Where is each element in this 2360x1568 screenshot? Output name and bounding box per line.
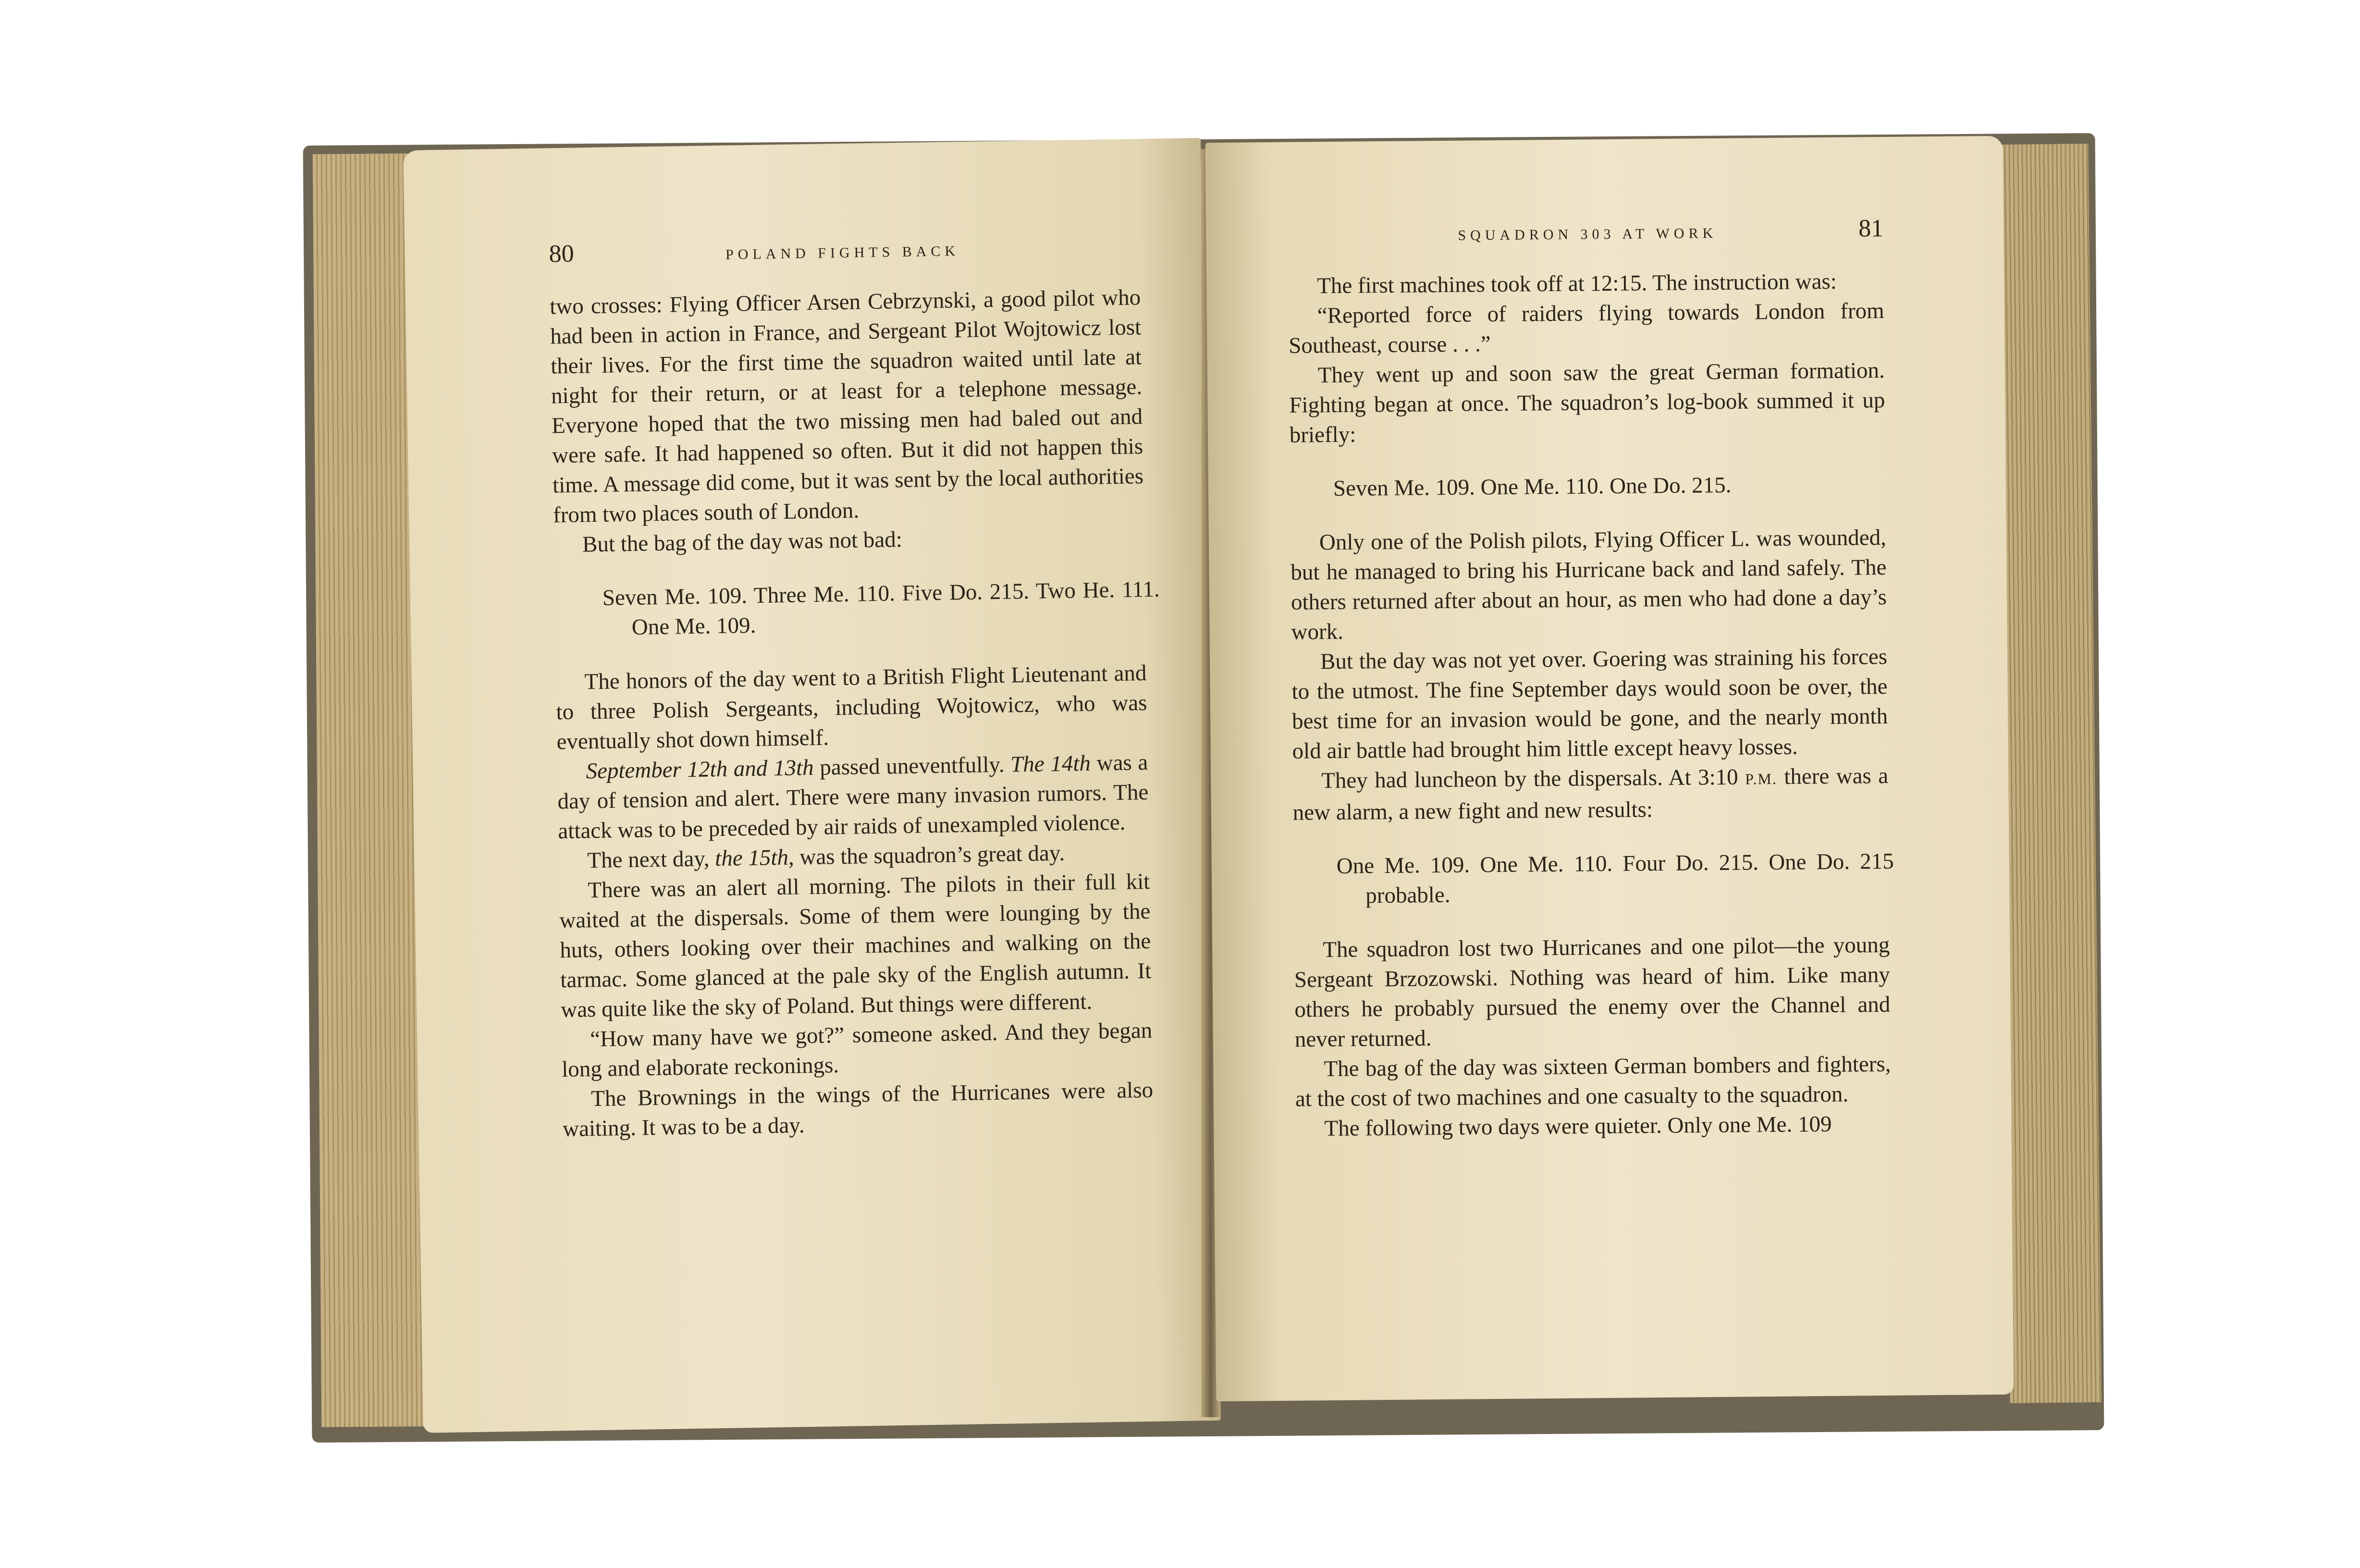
small-caps-text: P.M.: [1745, 770, 1778, 788]
paragraph: But the day was not yet over. Goering was straining his forces to the utmost. The fine September days would soon be over, the best time for an invasion would be gone, and the nearly month old air battle had brought him little except heavy losses.: [1291, 644, 1888, 764]
page-edges-right: [1997, 144, 2101, 1403]
paragraph: The honors of the day went to a British Flight Lieutenant and to three Polish Sergeants, including Wojtowicz, who was eventually shot down himself.: [556, 661, 1147, 755]
text: there was a new alarm, a new fight and new results:: [1292, 763, 1889, 825]
paragraph: [1292, 761, 1889, 828]
block-quote: Seven Me. 109. One Me. 110. One Do. 215.: [1333, 472, 1732, 501]
paragraph: “How many have we got?” someone asked. And they began long and elaborate reckonings.: [561, 1017, 1153, 1082]
paragraph: There was an alert all morning. The pilots in their full kit waited at the dispersals. Some of them were lounging by the huts, others looking over their machines and walking on the tarmac. Some glanced at the pale sky of the English autumn. It was quite like the sky of Poland. But things were different.: [559, 869, 1152, 1023]
text: They had luncheon by the dispersals. At 3:10: [1321, 764, 1745, 794]
paragraph: The squadron lost two Hurricanes and one pilot—the young Sergeant Brzozowski. Nothing was heard of him. Like many others he probably pursued the enemy over the Channel and never returned.: [1294, 932, 1891, 1052]
paragraph: But the bag of the day was not bad:: [582, 527, 903, 557]
text: The next day,: [587, 846, 715, 873]
text: passed uneventfully.: [813, 752, 1011, 780]
running-head: POLAND FIGHTS BACK: [725, 243, 960, 263]
italic-text: September 12th and 13th: [586, 755, 814, 784]
paragraph: The bag of the day was sixteen German bombers and fighters, at the cost of two machines and one casualty to the squadron.: [1295, 1051, 1891, 1112]
block-quote: Seven Me. 109. Three Me. 110. Five Do. 215. Two He. 111. One Me. 109.: [602, 576, 1160, 640]
left-page-header: [549, 230, 1140, 272]
text: , was the squadron’s great day.: [788, 840, 1065, 870]
right-page-text: [1288, 214, 1892, 1144]
page-number: 81: [1858, 214, 1884, 243]
left-page-text: [549, 230, 1160, 1144]
text: was a day of tension and alert. There were many invasion rumors. The attack was to be preceded by air raids of unexampled violence.: [557, 750, 1149, 844]
paragraph: “Reported force of raiders flying towards London from Southeast, course . . .”: [1289, 298, 1884, 358]
paragraph: The first machines took off at 12:15. The instruction was:: [1316, 269, 1837, 299]
page-number: 80: [549, 240, 575, 268]
block-quote: One Me. 109. One Me. 110. Four Do. 215. One Do. 215 probable.: [1336, 848, 1894, 908]
right-page-header: [1288, 214, 1884, 252]
italic-text: the 15th: [714, 845, 789, 871]
paragraph: [557, 747, 1149, 846]
paragraph: The Brownings in the wings of the Hurricanes were also waiting. It was to be a day.: [562, 1077, 1154, 1142]
left-page: [403, 138, 1221, 1433]
right-page: [1205, 136, 2014, 1401]
paragraph: They went up and soon saw the great German formation. Fighting began at once. The squadron’s log-book summed it up briefly:: [1289, 357, 1885, 448]
italic-text: The 14th: [1010, 750, 1091, 777]
paragraph: The following two days were quieter. Only one Me. 109: [1324, 1111, 1832, 1141]
paragraph: two crosses: Flying Officer Arsen Cebrzynski, a good pilot who had been in action in France, and Sergeant Pilot Wojtowicz lost their lives. For the first time the squadron waited until late at night for their return, or at least for a telephone message. Everyone hoped that the two missing men had baled out and were safe. It had happened so often. But it did not happen this time. A message did come, but it was sent by the local authorities from two places south of London.: [549, 285, 1144, 528]
running-head: SQUADRON 303 AT WORK: [1458, 225, 1718, 244]
paragraph: Only one of the Polish pilots, Flying Officer L. was wounded, but he managed to bring his Hurricane back and land safely. The others returned after about an hour, as men who had done a day’s work.: [1291, 525, 1887, 645]
